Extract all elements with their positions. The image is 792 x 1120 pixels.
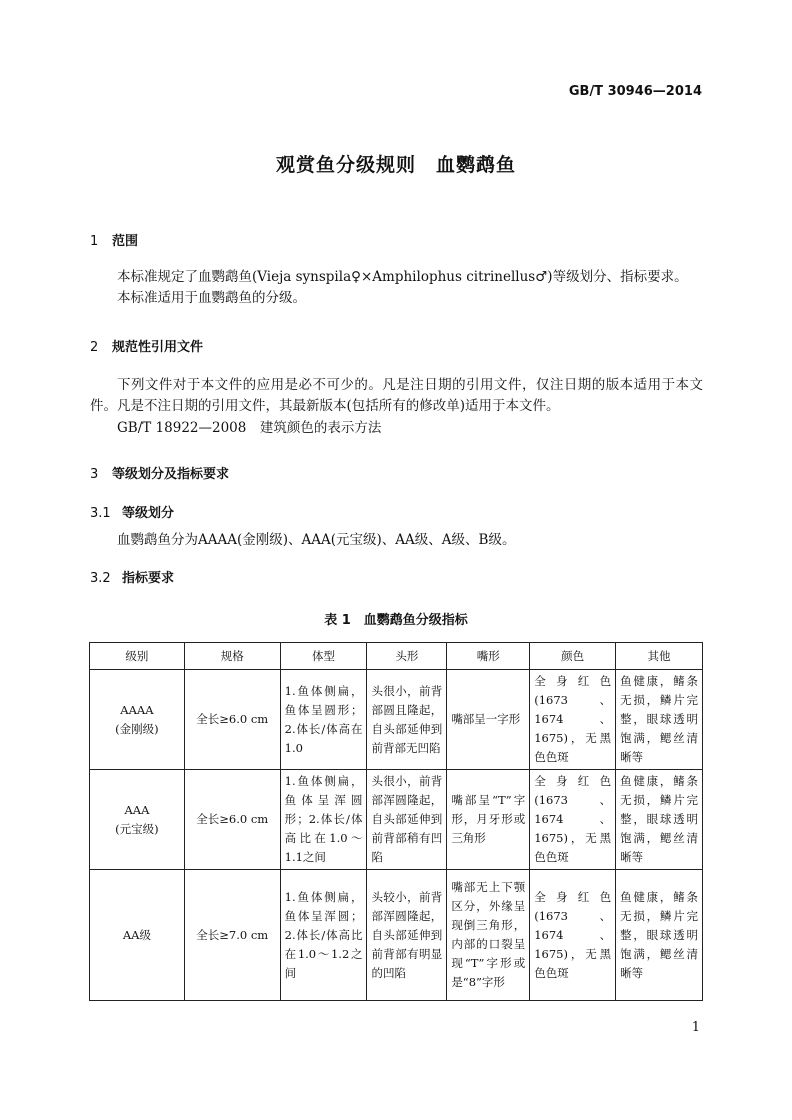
section-3-2-heading — [90, 567, 174, 586]
cell-body-shape: 1.鱼体侧扁，鱼体呈圆形；2.体长/体高在1.0 — [280, 670, 367, 770]
section-title: 等级划分及指标要求 — [112, 467, 230, 482]
cell-other: 鱼健康，鳍条无损，鳞片完整，眼球透明饱满，鳃丝清晰等 — [616, 770, 703, 870]
header-color: 颜色 — [530, 643, 616, 670]
table-caption: 表 1 血鹦鹉鱼分级指标 — [324, 613, 468, 628]
header-other: 其他 — [616, 643, 703, 670]
section-1-heading — [90, 230, 138, 249]
section-number: 3.1 — [90, 506, 111, 521]
normative-reference: GB/T 18922—2008 建筑颜色的表示方法 — [117, 420, 382, 436]
cell-other: 鱼健康，鳍条无损，鳞片完整，眼球透明饱满，鳃丝清晰等 — [616, 670, 703, 770]
section-title: 指标要求 — [122, 571, 175, 586]
cell-other: 鱼健康，鳍条无损，鳞片完整，眼球透明饱满，鳃丝清晰等 — [616, 870, 703, 1001]
cell-body-shape: 1.鱼体侧扁，鱼体呈浑圆形；2.体长/体高比在1.0～1.1之间 — [280, 770, 367, 870]
cell-mouth-shape: 嘴部无上下颚区分，外缘呈现倒三角形，内部的口裂呈现“T”字形或是“8”字形 — [447, 870, 530, 1001]
section-number: 3 — [90, 467, 99, 482]
header-body-shape: 体型 — [280, 643, 367, 670]
header-mouth-shape: 嘴形 — [447, 643, 530, 670]
section-title: 范围 — [112, 234, 139, 249]
table-header-row — [90, 643, 703, 670]
header-size: 规格 — [184, 643, 280, 670]
cell-size: 全长≥7.0 cm — [184, 870, 280, 1001]
section-2-paragraph: 下列文件对于本文件的应用是必不可少的。凡是注日期的引用文件，仅注日期的版本适用于本文件。凡是不注日期的引用文件，其最新版本(包括所有的修改单)适用于本文件。 — [90, 377, 703, 414]
cell-grade: AAA (元宝级) — [90, 770, 185, 870]
cell-mouth-shape: 嘴部呈“T”字形，月牙形或三角形 — [447, 770, 530, 870]
cell-size: 全长≥6.0 cm — [184, 770, 280, 870]
cell-head-shape: 头较小，前背部浑圆隆起，自头部延伸到前背部有明显的凹陷 — [367, 870, 447, 1001]
table-row — [90, 770, 703, 870]
table-row — [90, 670, 703, 770]
cell-color: 全身红色(1673、1674、1675)，无黑色色斑 — [530, 770, 616, 870]
section-number: 1 — [90, 234, 99, 249]
document-title: 观赏鱼分级规则 血鹦鹉鱼 — [275, 154, 516, 176]
section-1-paragraph-1: 本标准规定了血鹦鹉鱼(Vieja synspila♀×Amphilophus citrinellus♂)等级划分、指标要求。 — [117, 269, 688, 285]
section-3-1-paragraph: 血鹦鹉鱼分为AAAA(金刚级)、AAA(元宝级)、AA级、A级、B级。 — [117, 532, 516, 548]
section-number: 2 — [90, 340, 99, 355]
cell-mouth-shape: 嘴部呈一字形 — [447, 670, 530, 770]
section-title: 规范性引用文件 — [112, 340, 204, 355]
cell-grade: AA级 — [90, 870, 185, 1001]
cell-head-shape: 头很小，前背部浑圆隆起，自头部延伸到前背部稍有凹陷 — [367, 770, 447, 870]
table-row — [90, 870, 703, 1001]
cell-body-shape: 1.鱼体侧扁，鱼体呈浑圆；2.体长/体高比在1.0～1.2之间 — [280, 870, 367, 1001]
header-head-shape: 头形 — [367, 643, 447, 670]
cell-color: 全身红色(1673、1674、1675)，无黑色色斑 — [530, 870, 616, 1001]
section-1-paragraph-2: 本标准适用于血鹦鹉鱼的分级。 — [117, 290, 306, 306]
section-3-1-heading — [90, 502, 174, 521]
cell-grade: AAAA (金刚级) — [90, 670, 185, 770]
section-2-heading — [90, 336, 203, 355]
grade-table — [89, 642, 703, 1001]
cell-color: 全身红色(1673、1674、1675)，无黑色色斑 — [530, 670, 616, 770]
cell-size: 全长≥6.0 cm — [184, 670, 280, 770]
section-number: 3.2 — [90, 571, 111, 586]
section-3-heading — [90, 463, 229, 482]
header-grade: 级别 — [90, 643, 185, 670]
standard-code: GB/T 30946—2014 — [568, 84, 702, 99]
section-title: 等级划分 — [122, 506, 175, 521]
cell-head-shape: 头很小，前背部圆且隆起，自头部延伸到前背部无凹陷 — [367, 670, 447, 770]
page-number: 1 — [691, 1020, 700, 1035]
